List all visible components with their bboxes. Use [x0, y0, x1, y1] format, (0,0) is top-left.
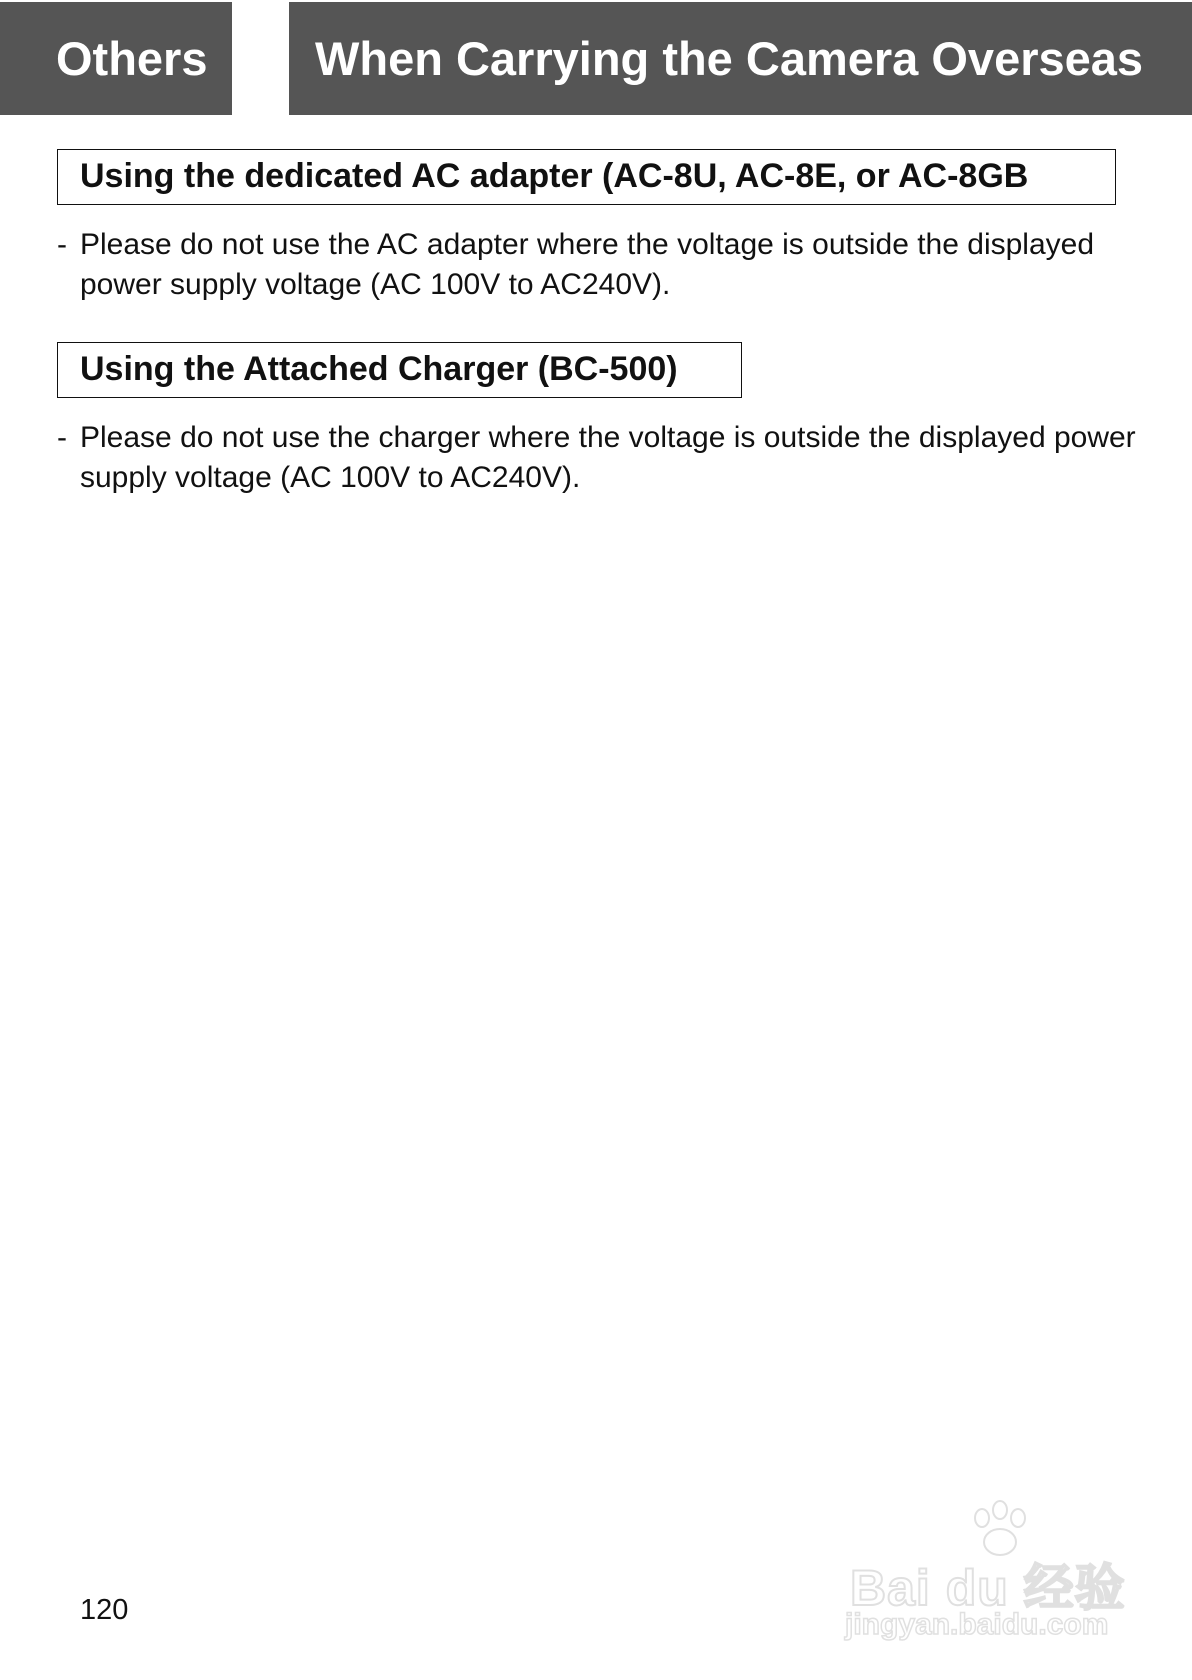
section-heading-ac-adapter: Using the dedicated AC adapter (AC-8U, AC-8E, or AC-8GB — [57, 149, 1116, 205]
watermark-logo-text: Bai du 经验 — [850, 1560, 1126, 1616]
bullet-text: Please do not use the AC adapter where the voltage is outside the displayed power supply voltage (AC 100V to AC240V). — [80, 228, 1095, 301]
section-tab: Others — [0, 2, 232, 115]
list-item — [57, 225, 1137, 305]
section-heading-charger: Using the Attached Charger (BC-500) — [57, 342, 742, 398]
bullet-marker: - — [57, 228, 67, 261]
baidu-watermark — [840, 1500, 1140, 1640]
page-number: 120 — [80, 1594, 129, 1626]
bullet-marker: - — [57, 421, 67, 454]
list-item — [57, 418, 1137, 498]
watermark-url: jingyan.baidu.com — [845, 1608, 1109, 1641]
page-title: When Carrying the Camera Overseas — [289, 2, 1192, 115]
bullet-text: Please do not use the charger where the voltage is outside the displayed power supply voltage (AC 100V to AC240V). — [80, 421, 1136, 494]
